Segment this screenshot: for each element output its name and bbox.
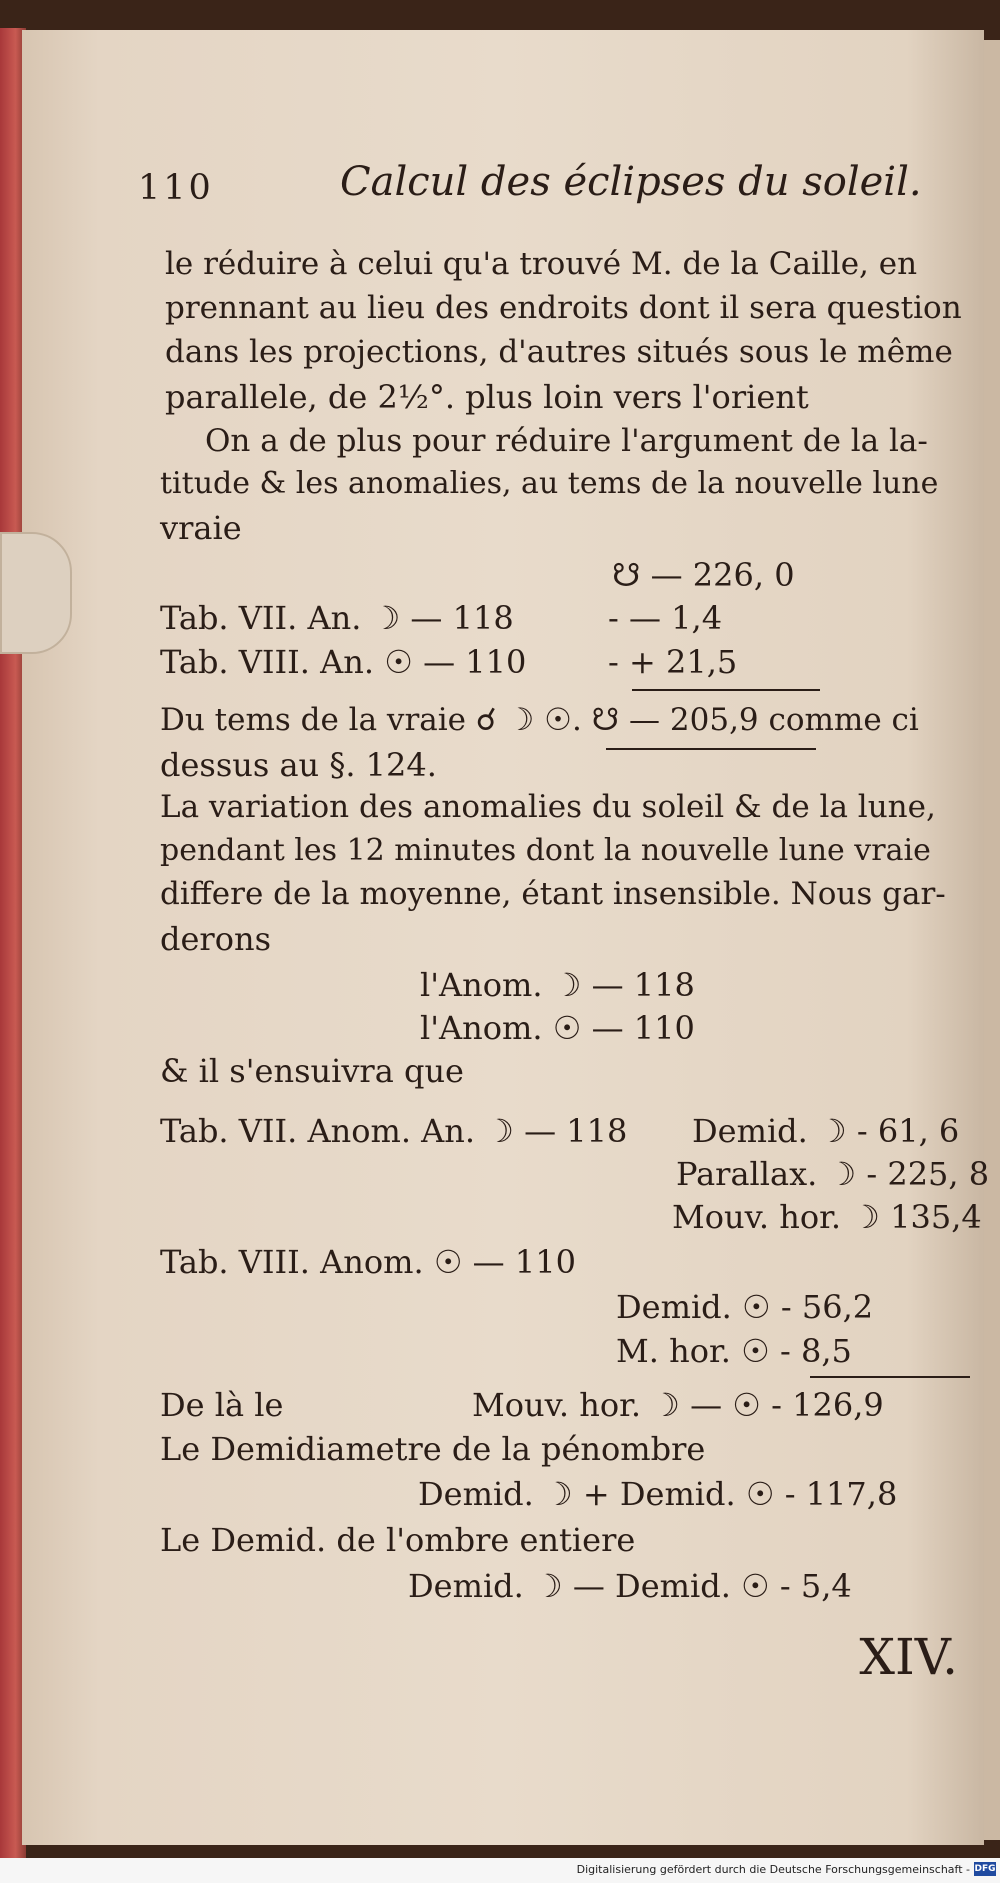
sum-rule bbox=[810, 1376, 970, 1378]
text-line: prennant au lieu des endroits dont il sera question bbox=[165, 290, 962, 326]
sum-rule bbox=[632, 689, 820, 691]
umbra-value: Demid. ☽ — Demid. ☉ - 5,4 bbox=[408, 1567, 852, 1605]
node-value: ☋ — 226, 0 bbox=[612, 556, 795, 594]
text-line: le réduire à celui qu'a trouvé M. de la Caille, en bbox=[165, 246, 918, 282]
demid-sun-value: Demid. ☉ - 56,2 bbox=[616, 1288, 874, 1326]
running-title: Calcul des éclipses du soleil. bbox=[340, 159, 922, 205]
table-ref-viii: Tab. VIII. An. ☉ — 110 bbox=[160, 643, 527, 681]
text-line: differe de la moyenne, étant insensible. Nous gar- bbox=[160, 876, 946, 912]
table-ref-vii: Tab. VII. An. ☽ — 118 bbox=[160, 599, 514, 637]
text-line: vraie bbox=[160, 509, 242, 547]
double-rule bbox=[606, 748, 816, 750]
text-line: De là le bbox=[160, 1386, 284, 1424]
text-line: parallele, de 2½°. plus loin vers l'orient bbox=[165, 378, 809, 416]
parallax-value: Parallax. ☽ - 225, 8 bbox=[676, 1155, 990, 1193]
penumbra-value: Demid. ☽ + Demid. ☉ - 117,8 bbox=[418, 1475, 898, 1513]
correction-value: - + 21,5 bbox=[608, 643, 738, 681]
page-number: 110 bbox=[138, 168, 214, 208]
text-line: derons bbox=[160, 920, 272, 958]
text-line: On a de plus pour réduire l'argument de la la- bbox=[205, 423, 928, 459]
relative-motion-value: Mouv. hor. ☽ — ☉ - 126,9 bbox=[472, 1386, 884, 1424]
text-line: dessus au §. 124. bbox=[160, 746, 437, 784]
table-ref-viii: Tab. VIII. Anom. ☉ — 110 bbox=[160, 1243, 576, 1281]
umbra-heading: Le Demid. de l'ombre entiere bbox=[160, 1521, 636, 1559]
catchword: XIV. bbox=[859, 1628, 958, 1686]
text-line: & il s'ensuivra que bbox=[160, 1052, 464, 1090]
anomaly-moon: l'Anom. ☽ — 118 bbox=[420, 966, 695, 1004]
page-fore-edge bbox=[984, 40, 1000, 1840]
text-line: La variation des anomalies du soleil & de la lune, bbox=[160, 789, 936, 825]
penumbra-heading: Le Demidiametre de la pénombre bbox=[160, 1430, 706, 1468]
footer-credit: Digitalisierung gefördert durch die Deutsche Forschungsgemeinschaft - bbox=[576, 1863, 970, 1876]
table-ref-vii: Tab. VII. Anom. An. ☽ — 118 bbox=[160, 1112, 628, 1150]
anomaly-sun: l'Anom. ☉ — 110 bbox=[420, 1009, 695, 1047]
hourly-motion-sun: M. hor. ☉ - 8,5 bbox=[616, 1332, 852, 1370]
text-line: titude & les anomalies, au tems de la nouvelle lune bbox=[160, 466, 939, 501]
hourly-motion-moon: Mouv. hor. ☽ 135,4 bbox=[672, 1198, 982, 1236]
correction-value: - — 1,4 bbox=[608, 599, 723, 637]
text-line: pendant les 12 minutes dont la nouvelle lune vraie bbox=[160, 833, 931, 868]
page-clasp bbox=[0, 532, 72, 654]
demid-moon-value: Demid. ☽ - 61, 6 bbox=[692, 1112, 960, 1150]
text-line: Du tems de la vraie ☌ ☽ ☉. ☋ — 205,9 comme ci bbox=[160, 702, 919, 738]
dfg-logo: DFG bbox=[974, 1864, 996, 1874]
text-line: dans les projections, d'autres situés sous le même bbox=[165, 334, 953, 370]
